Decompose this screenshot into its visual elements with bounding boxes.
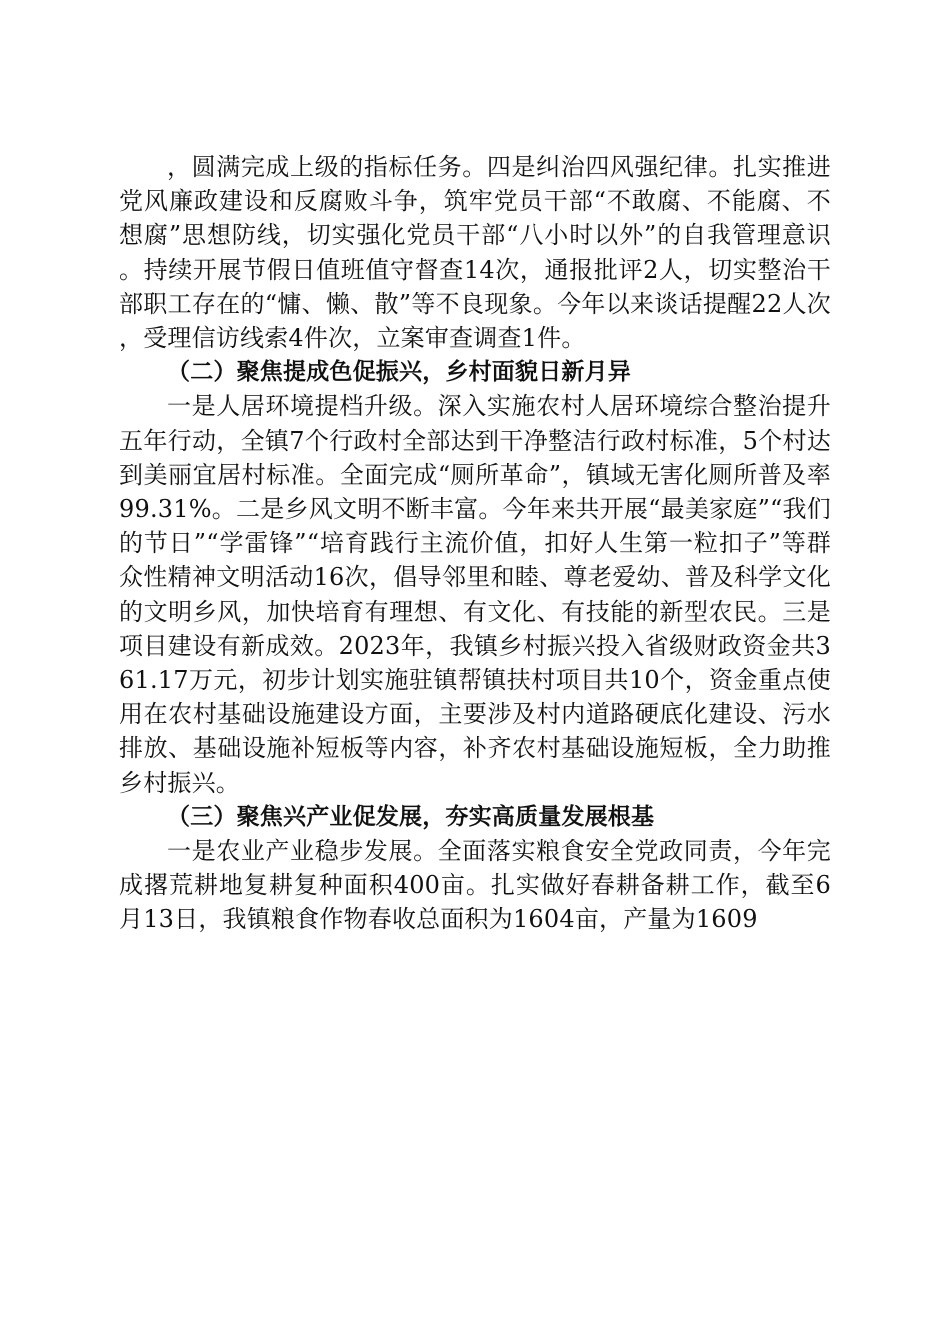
document-body bbox=[119, 150, 831, 937]
paragraph-discipline: ，圆满完成上级的指标任务。四是纠治四风强纪律。扎实推进党风廉政建设和反腐败斗争，筑牢党员干部“不敢腐、不能腐、不想腐”思想防线，切实强化党员干部“八小时以外”的自我管理意识。持续开展节假日值班值守督查14次，通报批评2人，切实整治干部职工存在的“慵、懒、散”等不良现象。今年以来谈话提醒22人次，受理信访线索4件次，立案审查调查1件。 bbox=[119, 153, 831, 353]
paragraph-agriculture: 一是农业产业稳步发展。全面落实粮食安全党政同责，今年完成撂荒耕地复耕复种面积400亩。扎实做好春耕备耕工作，截至6月13日，我镇粮食作物春收总面积为1604亩，产量为1609 bbox=[119, 837, 831, 934]
section-heading-rural-revitalization: （二）聚焦提成色促振兴，乡村面貌日新月异 bbox=[167, 359, 631, 386]
paragraph-rural-environment: 一是人居环境提档升级。深入实施农村人居环境综合整治提升五年行动，全镇7个行政村全部达到干净整洁行政村标准，5个村达到美丽宜居村标准。全面完成“厕所革命”，镇域无害化厕所普及率99.31%。二是乡风文明不断丰富。今年来共开展“最美家庭”“我们的节日”“学雷锋”“培育践行主流价值，扣好人生第一粒扣子”等群众性精神文明活动16次，倡导邻里和睦、尊老爱幼、普及科学文化的文明乡风，加快培育有理想、有文化、有技能的新型农民。三是项目建设有新成效。2023年，我镇乡村振兴投入省级财政资金共361.17万元，初步计划实施驻镇帮镇扶村项目共10个，资金重点使用在农村基础设施建设方面，主要涉及村内道路硬底化建设、污水排放、基础设施补短板等内容，补齐农村基础设施短板，全力助推乡村振兴。 bbox=[119, 392, 831, 797]
section-heading-industry-development: （三）聚焦兴产业促发展，夯实高质量发展根基 bbox=[167, 803, 655, 830]
